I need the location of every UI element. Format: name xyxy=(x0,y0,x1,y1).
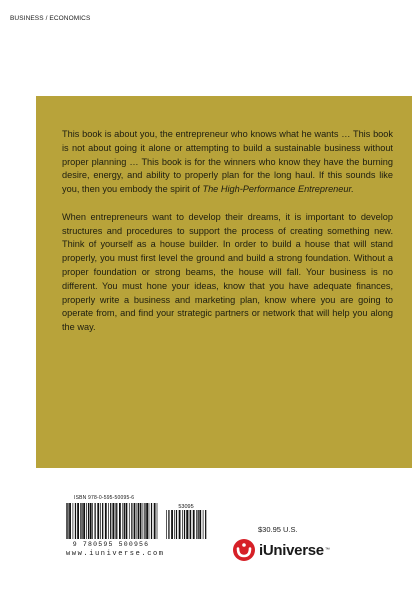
barcode-bar xyxy=(108,503,109,539)
barcode-main-digits: 9 780595 500956 xyxy=(72,541,150,547)
barcode-bar xyxy=(157,503,158,539)
iuniverse-logo-icon xyxy=(232,538,256,562)
barcode-main-bars xyxy=(66,503,157,539)
barcode-bar xyxy=(186,510,188,539)
barcode-bar xyxy=(151,503,152,539)
barcode-bar xyxy=(143,503,144,539)
barcode-bar xyxy=(95,503,96,539)
barcode-bar xyxy=(146,503,148,539)
barcode-addon-bars xyxy=(166,510,206,539)
price-label: $30.95 U.S. xyxy=(258,525,298,534)
barcode-bar xyxy=(190,510,191,539)
trademark-symbol: ™ xyxy=(324,547,330,553)
barcode-bar xyxy=(129,503,130,539)
barcode-bar xyxy=(144,503,145,539)
description-paragraph-1-text: This book is about you, the entrepreneur who knows what he wants … This book is not about going it alone or attempting to build a sustainable business without proper planning … This book is for the winners who know they have the burning desire, energy, and ability to properly plan for the long haul. If this sounds like you, then you embody the spirit of xyxy=(62,129,393,195)
barcode-bar xyxy=(112,503,114,539)
barcode-bar xyxy=(75,503,76,539)
barcode-bar xyxy=(77,503,79,539)
barcode-bar xyxy=(154,503,156,539)
barcode-bar xyxy=(90,503,92,539)
barcode-bar xyxy=(116,503,117,539)
barcode-bar xyxy=(134,503,136,539)
publisher-logo xyxy=(232,538,330,562)
barcode-bar xyxy=(189,510,190,539)
category-label: BUSINESS / ECONOMICS xyxy=(10,15,91,22)
barcode-bar xyxy=(88,503,89,539)
description-paragraph-1 xyxy=(62,128,393,197)
barcode-bar xyxy=(115,503,116,539)
book-title-italic: The High-Performance Entrepreneur. xyxy=(202,184,354,195)
barcode-bar xyxy=(182,510,183,539)
barcode-bar xyxy=(83,503,85,539)
publisher-url: www.iuniverse.com xyxy=(66,550,165,558)
barcode-bar xyxy=(126,503,128,539)
barcode-block xyxy=(62,495,208,558)
barcode-bar xyxy=(102,503,103,539)
barcode-bar xyxy=(198,510,199,539)
publisher-name: iUniverse xyxy=(259,541,324,559)
barcode-bar xyxy=(138,503,139,539)
barcode-bar xyxy=(196,510,197,539)
barcode-bar xyxy=(80,503,81,539)
book-description xyxy=(62,128,393,349)
barcode-bar xyxy=(105,503,107,539)
barcode-bar xyxy=(92,503,93,539)
barcode-bar xyxy=(119,503,121,539)
barcode-bar xyxy=(176,510,177,539)
barcode-bar xyxy=(110,503,111,539)
barcode-bar xyxy=(97,503,99,539)
barcode-bar xyxy=(184,510,185,539)
barcode-bar xyxy=(171,510,173,539)
barcode-bar xyxy=(124,503,125,539)
barcode-bar xyxy=(168,510,169,539)
barcode-bar xyxy=(193,510,195,539)
barcode-bar xyxy=(205,510,206,539)
barcode-bar xyxy=(66,503,67,539)
barcode-bar xyxy=(137,503,138,539)
barcode-bar xyxy=(122,503,123,539)
barcode-bar xyxy=(149,503,150,539)
barcode-bar xyxy=(140,503,142,539)
barcode-bar xyxy=(86,503,87,539)
barcode-bar xyxy=(174,510,175,539)
barcode-bar xyxy=(179,510,181,539)
barcode-bar xyxy=(166,510,167,539)
barcode-addon-digits: 53095 xyxy=(178,504,194,510)
barcode-image xyxy=(62,503,208,547)
barcode-bar xyxy=(203,510,204,539)
barcode-bar xyxy=(67,503,68,539)
barcode-bar xyxy=(73,503,74,539)
barcode-bar xyxy=(69,503,71,539)
barcode-bar xyxy=(199,510,201,539)
barcode-bar xyxy=(81,503,82,539)
description-paragraph-2: When entrepreneurs want to develop their dreams, it is important to develop structures and procedures to support the process of creating something new. Think of yourself as a house builder. In order to build a house that will stand properly, you must first level the ground and build a strong foundation. Without a proper foundation or strong beams, the house will fall. Your business is no different. You must hone your ideas, know that you have adequate finances, properly write a business and marketing plan, know where you are going to operate from, and find your strategic partners or network that will help you along the way. xyxy=(62,211,393,333)
isbn-label: ISBN 978-0-595-50095-6 xyxy=(74,495,135,501)
barcode-bar xyxy=(131,503,132,539)
barcode-bar xyxy=(100,503,101,539)
